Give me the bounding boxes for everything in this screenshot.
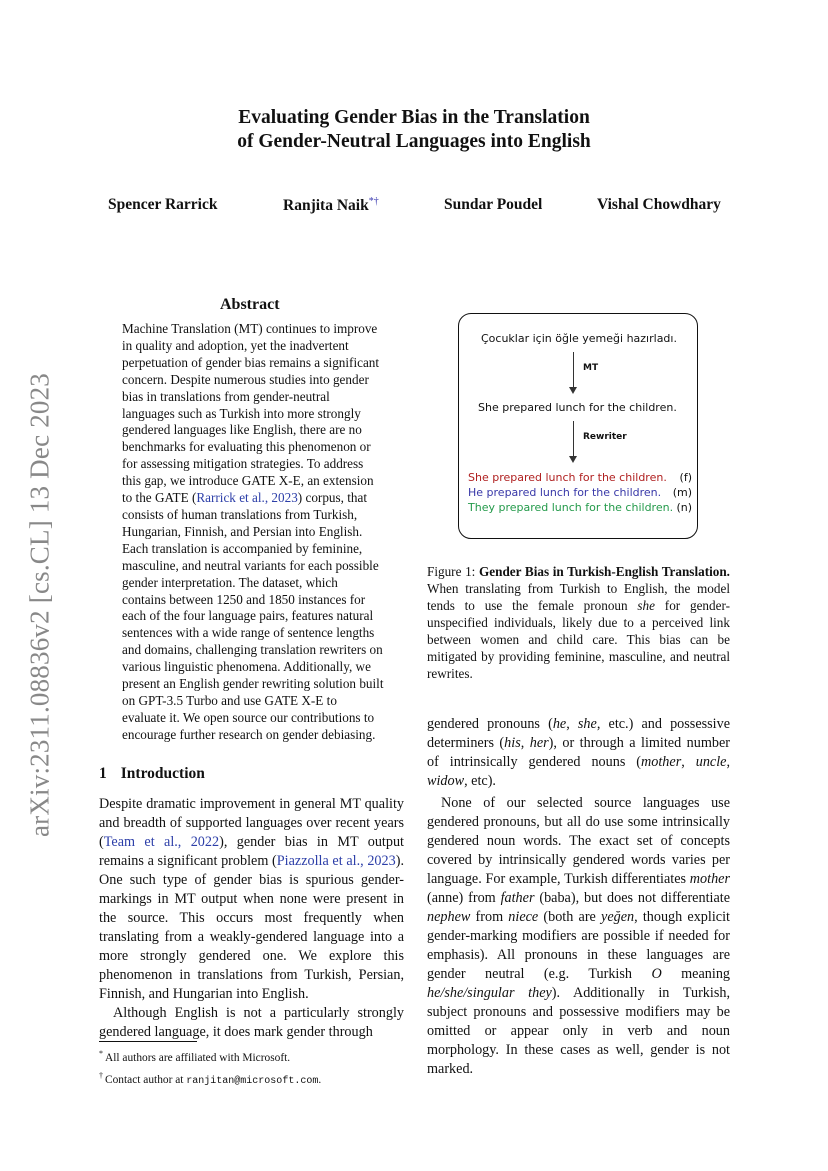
variant-tag-m: (m): [672, 486, 692, 499]
email-link[interactable]: ranjitan@microsoft.com: [186, 1075, 319, 1087]
intro-paragraph-2: Although English is not a particularly strongly gendered language, it does mark gender through: [99, 1005, 404, 1040]
section-heading: [99, 765, 205, 783]
author-4: Vishal Chowdhary: [597, 196, 721, 213]
right-paragraph-1: gendered pronouns (he, she, etc.) and possessive determiners (his, her), or through a limited number of intrinsically gendered nouns (mother, uncle, widow, etc).: [427, 716, 730, 789]
footnotes: [99, 1045, 404, 1090]
figure-1-diagram: [458, 313, 698, 539]
paper-title: [0, 106, 828, 154]
source-sentence: Çocuklar için öğle yemeği hazırladı.: [481, 332, 677, 345]
variant-masculine: He prepared lunch for the children.: [468, 486, 662, 499]
title-line-1: Evaluating Gender Bias in the Translation: [238, 107, 590, 128]
arrow-rewriter: [573, 421, 574, 457]
footnote-divider: [99, 1041, 197, 1042]
footnote-2: † Contact author at ranjitan@microsoft.com.: [99, 1070, 322, 1087]
arxiv-identifier: arXiv:2311.08836v2 [cs.CL] 13 Dec 2023: [24, 372, 55, 838]
intro-column-left: [99, 795, 404, 1042]
intro-column-right: [427, 715, 730, 1079]
citation-link[interactable]: Team et al., 2022: [103, 834, 220, 850]
arrow-mt: [573, 352, 574, 388]
right-paragraph-2: None of our selected source languages use gendered pronouns, but all do use some intrinsically gendered noun words. The exact set of concepts covered by intrinsically gendered words varies per language. For example, Turkish differentiates mother (anne) from father (baba), but does not differentiate nephew from niece (both are yeğen, though explicit gender-marking modifiers are possible if needed for emphasis). All pronouns in these languages are gender neutral (e.g. Turkish O meaning he/she/singular they). Additionally in Turkish, subject pronouns and possessive modifiers may be omitted or appear only in verb and noun morphology. In these cases as well, gender is not marked.: [427, 795, 731, 1077]
step-label-mt: MT: [583, 363, 599, 373]
section-title: Introduction: [120, 765, 205, 782]
variant-tag-f: (f): [679, 471, 692, 484]
author-1: Spencer Rarrick: [108, 196, 218, 213]
arxiv-sidebar: [16, 360, 64, 850]
mt-output-sentence: She prepared lunch for the children.: [478, 401, 677, 414]
author-2: Ranjita Naik*†: [283, 196, 379, 215]
citation-link[interactable]: Piazzolla et al., 2023: [276, 853, 396, 869]
abstract-heading: Abstract: [220, 296, 280, 313]
citation-link[interactable]: Rarrick et al., 2023: [196, 490, 298, 506]
author-mark: *†: [368, 196, 379, 207]
intro-paragraph-1: Despite dramatic improvement in general MT quality and breadth of supported languages over recent years (Team et al., 2022), gender bias in MT output remains a significant problem (Piazzolla et al., 2023). One such type of gender bias is spurious gender-markings in MT output when none were present in the source. This occurs most frequently when translating from a weakly-gendered language into a more strongly gendered one. We explore this phenomenon in translations from Turkish, Persian, Finnish, and Hungarian into English.: [99, 796, 404, 1002]
author-3: Sundar Poudel: [444, 196, 543, 213]
title-line-2: of Gender-Neutral Languages into English: [237, 131, 591, 152]
footnote-1: * All authors are affiliated with Microsoft.: [99, 1049, 291, 1064]
section-number: 1: [99, 765, 107, 782]
variant-neutral: They prepared lunch for the children.: [468, 501, 674, 514]
variant-tag-n: (n): [676, 501, 692, 514]
arrow-head-icon: [569, 456, 577, 463]
abstract-text: Machine Translation (MT) continues to improve in quality and adoption, yet the inadvertent perpetuation of gender bias remains a significant concern. Despite numerous studies into gender bias in translations from gender-neutral languages such as Turkish into more strongly gendered languages like English, there are no benchmarks for evaluating this phenomenon or for assessing mitigation strategies. To address this gap, we introduce GATE X-E, an extension to the GATE (Rarrick et al., 2023) corpus, that consists of human translations from Turkish, Hungarian, Finnish, and Persian into English. Each translation is accompanied by feminine, masculine, and neutral variants for each possible gender interpretation. The dataset, which contains between 1250 and 1850 instances for each of the four language pairs, features natural sentences with a wide range of sentence lengths and domains, challenging translation rewriters on various linguistic phenomena. Additionally, we present an English gender rewriting solution built on GPT-3.5 Turbo and use GATE X-E to evaluate it. We open source our contributions to encourage further research on gender debiasing.: [122, 321, 384, 742]
arrow-head-icon: [569, 387, 577, 394]
variant-feminine: She prepared lunch for the children.: [468, 471, 667, 484]
figure-caption: Figure 1: Gender Bias in Turkish-English Translation. When translating from Turkish to English, the model tends to use the female pronoun she for gender-unspecified individuals, likely due to a perceived link between women and child care. This bias can be mitigated by providing feminine, masculine, and neutral rewrites.: [427, 564, 730, 681]
step-label-rewriter: Rewriter: [583, 432, 627, 442]
